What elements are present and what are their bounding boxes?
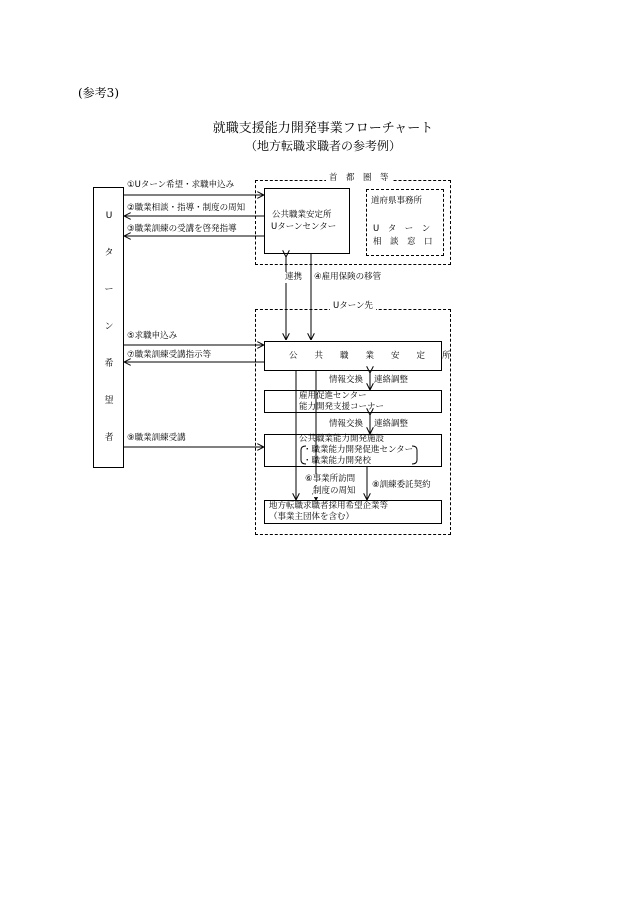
training-facility-item2: ・職業能力開発校 xyxy=(303,456,372,466)
uturn-dest-label: Uターン先 xyxy=(330,301,376,312)
promotion-center-line2: 能力開発支援コーナー xyxy=(299,402,385,412)
capital-office-line2: Uターンセンター xyxy=(271,222,337,232)
prefecture-title: 道府県事務所 xyxy=(371,196,423,206)
flow-label-adjust2: 連絡調整 xyxy=(374,419,409,429)
applicant-char: 者 xyxy=(104,433,114,443)
flow-label-f4: ④雇用保険の移管 xyxy=(314,272,382,282)
applicant-char: ン xyxy=(104,322,114,332)
company-line2: （事業主団体を含む） xyxy=(269,512,355,522)
prefecture-sub1: U タ ー ン xyxy=(373,224,431,234)
flow-label-f6a: ⑥事業所訪問 xyxy=(305,474,356,484)
flow-label-f1: ①Uターン希望・求職申込み xyxy=(127,180,235,190)
flow-label-f7: ⑦職業訓練受講指示等 xyxy=(127,350,212,360)
reference-label: (参考3) xyxy=(78,86,119,100)
prefecture-sub2: 相 談 窓 口 xyxy=(373,237,433,247)
page-title: 就職支援能力開発事業フローチャート xyxy=(212,121,434,136)
flow-label-f9: ⑨職業訓練受講 xyxy=(127,433,186,443)
flow-label-info1: 情報交換 xyxy=(329,375,364,385)
facility-bracket-right xyxy=(412,446,417,464)
applicant-char: U xyxy=(105,211,113,221)
flow-label-adjust1: 連絡調整 xyxy=(374,375,409,385)
applicant-char: タ xyxy=(104,248,114,258)
local-office-label: 公 共 職 業 安 定 所 xyxy=(289,351,451,361)
capital-region-label: 首 都 圏 等 xyxy=(326,173,392,184)
applicant-char: 希 xyxy=(104,359,114,369)
applicant-char: ー xyxy=(104,285,114,295)
promotion-center-line1: 雇用促進センター xyxy=(299,391,367,401)
page-subtitle: （地方転職求職者の参考例） xyxy=(244,139,401,153)
flow-label-f8: ⑧訓練委託契約 xyxy=(372,480,431,490)
flow-label-renkei: 連携 xyxy=(285,272,303,282)
flow-label-f2: ②職業相談・指導・制度の周知 xyxy=(127,203,246,213)
flow-label-f3: ③職業訓練の受講を啓発指導 xyxy=(127,224,237,234)
applicant-char: 望 xyxy=(104,396,114,406)
training-facility-line1: 公共職業能力開発施設 xyxy=(299,434,385,444)
capital-office-line1: 公共職業安定所 xyxy=(272,210,332,220)
company-line1: 地方転職求職者採用希望企業等 xyxy=(269,501,389,511)
flow-label-f5: ⑤求職申込み xyxy=(127,331,178,341)
flow-label-info2: 情報交換 xyxy=(329,419,364,429)
flow-label-f6b: 制度の周知 xyxy=(313,486,356,496)
facility-bracket-left xyxy=(301,446,306,464)
training-facility-item1: ・職業能力開発促進センター xyxy=(303,445,414,455)
